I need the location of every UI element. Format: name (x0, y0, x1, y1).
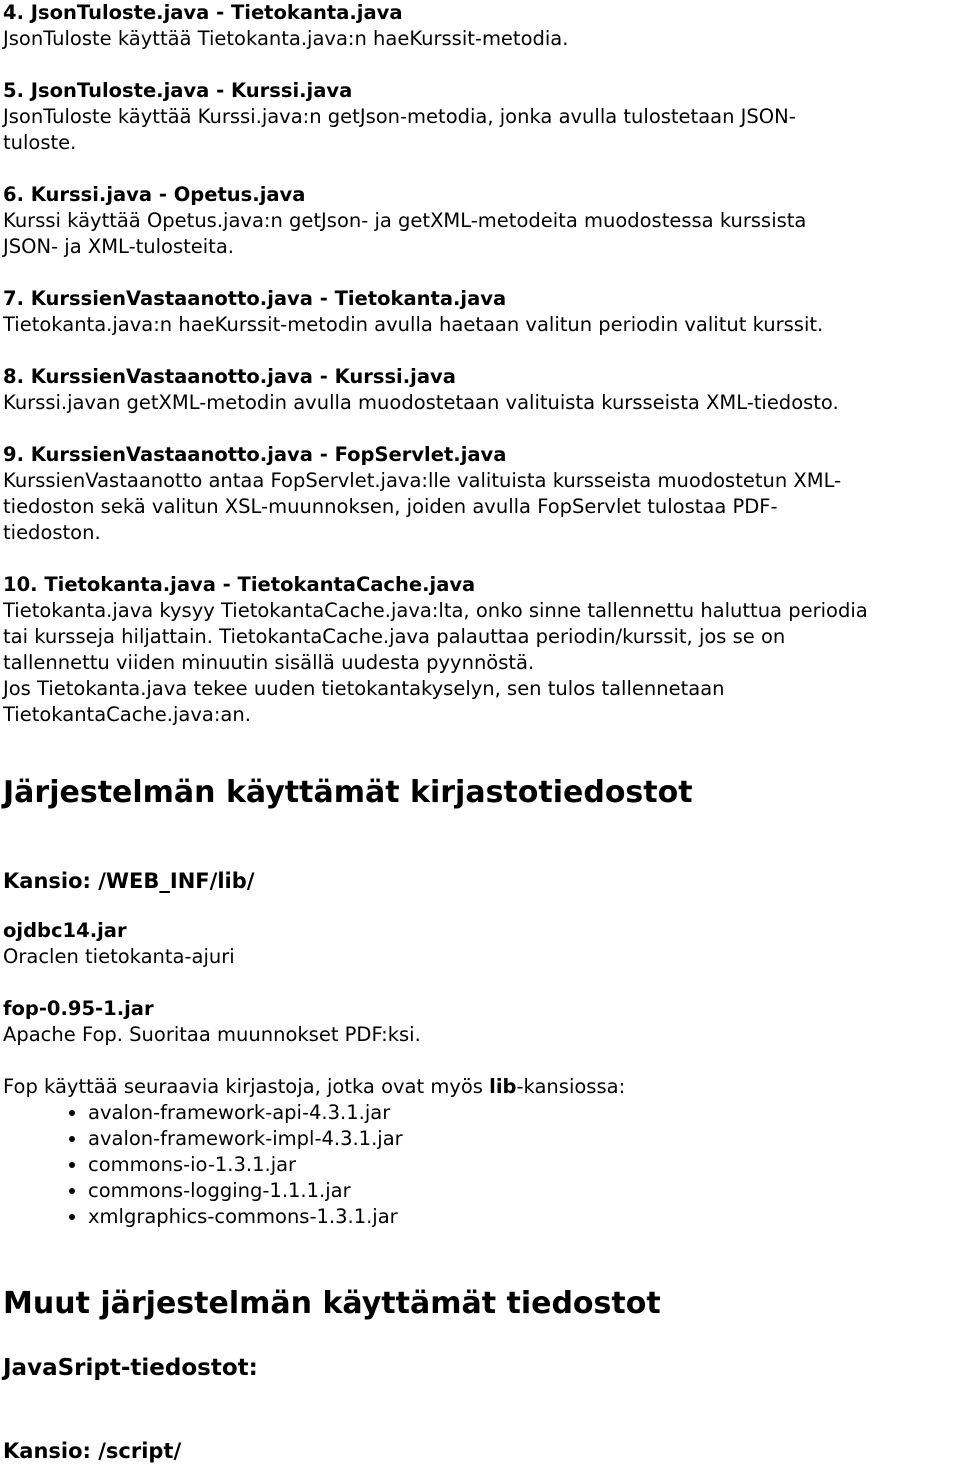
library-name: ojdbc14.jar (3, 919, 127, 942)
description-line: JsonTuloste käyttää Kurssi.java:n getJson-metodia, jonka avulla tulostetaan JSON- (3, 105, 796, 128)
javascript-files-heading: JavaSript-tiedostot: (3, 1355, 258, 1381)
list-item: • xmlgraphics-commons-1.3.1.jar (88, 1204, 403, 1230)
description-line: tai kursseja hiljattain. TietokantaCache.java palauttaa periodin/kurssit, jos se on (3, 625, 786, 648)
interaction-item (3, 364, 868, 416)
description-line: Kurssi.javan getXML-metodin avulla muodostetaan valituista kursseista XML-tiedosto. (3, 391, 839, 414)
item-title: 9. KurssienVastaanotto.java - FopServlet.java (3, 443, 507, 466)
description-line: JSON- ja XML-tulosteita. (3, 235, 234, 258)
interaction-item (3, 0, 868, 52)
fop-dependencies-note (3, 1074, 625, 1100)
fop-note-prefix: Fop käyttää seuraavia kirjastoja, jotka ovat myös (3, 1075, 490, 1098)
list-item: • avalon-framework-impl-4.3.1.jar (88, 1126, 403, 1152)
item-description (3, 312, 868, 338)
library-name: fop-0.95-1.jar (3, 997, 154, 1020)
item-description (3, 26, 868, 52)
interaction-item (3, 572, 868, 728)
fop-note-suffix: -kansiossa: (516, 1075, 626, 1098)
description-line: Tietokanta.java:n haeKurssit-metodin avulla haetaan valitun periodin valitut kurssit. (3, 313, 824, 336)
fop-dependency-list (3, 1100, 403, 1230)
description-line: Jos Tietokanta.java tekee uuden tietokantakyselyn, sen tulos tallennetaan (3, 677, 725, 700)
item-description (3, 208, 868, 260)
other-files-heading: Muut järjestelmän käyttämät tiedostot (3, 1286, 661, 1321)
description-line: KurssienVastaanotto antaa FopServlet.java:lle valituista kursseista muodostetun XML- (3, 469, 842, 492)
item-description (3, 390, 868, 416)
description-line: Kurssi käyttää Opetus.java:n getJson- ja getXML-metodeita muodostessa kurssista (3, 209, 807, 232)
library-description: Apache Fop. Suoritaa muunnokset PDF:ksi. (3, 1023, 421, 1046)
library-description: Oraclen tietokanta-ajuri (3, 945, 235, 968)
script-folder-label: Kansio: /script/ (3, 1439, 182, 1463)
list-item: • avalon-framework-api-4.3.1.jar (88, 1100, 403, 1126)
description-line: tiedoston. (3, 521, 101, 544)
item-title: 4. JsonTuloste.java - Tietokanta.java (3, 1, 403, 24)
item-title: 6. Kurssi.java - Opetus.java (3, 183, 306, 206)
description-line: tiedoston sekä valitun XSL-muunnoksen, joiden avulla FopServlet tulostaa PDF- (3, 495, 778, 518)
interaction-item (3, 286, 868, 338)
library-entry (3, 918, 235, 970)
item-title: 7. KurssienVastaanotto.java - Tietokanta.java (3, 287, 507, 310)
list-item: • commons-logging-1.1.1.jar (88, 1178, 403, 1204)
interaction-item (3, 442, 868, 546)
interaction-list (3, 0, 868, 728)
item-title: 8. KurssienVastaanotto.java - Kurssi.java (3, 365, 456, 388)
item-title: 5. JsonTuloste.java - Kurssi.java (3, 79, 353, 102)
interaction-item (3, 78, 868, 156)
item-title: 10. Tietokanta.java - TietokantaCache.java (3, 573, 476, 596)
description-line: TietokantaCache.java:an. (3, 703, 251, 726)
libraries-heading: Järjestelmän käyttämät kirjastotiedostot (3, 775, 693, 810)
item-description (3, 468, 868, 546)
description-line: tuloste. (3, 131, 77, 154)
library-entry (3, 996, 421, 1048)
item-description (3, 598, 868, 728)
description-line: Tietokanta.java kysyy TietokantaCache.java:lta, onko sinne tallennettu haluttua periodia (3, 599, 868, 622)
item-description (3, 104, 868, 156)
interaction-item (3, 182, 868, 260)
description-line: JsonTuloste käyttää Tietokanta.java:n haeKurssit-metodia. (3, 27, 569, 50)
lib-folder-label: Kansio: /WEB_INF/lib/ (3, 869, 255, 893)
fop-note-bold: lib (489, 1075, 517, 1098)
list-item: • commons-io-1.3.1.jar (88, 1152, 403, 1178)
description-line: tallennettu viiden minuutin sisällä uudesta pyynnöstä. (3, 651, 535, 674)
